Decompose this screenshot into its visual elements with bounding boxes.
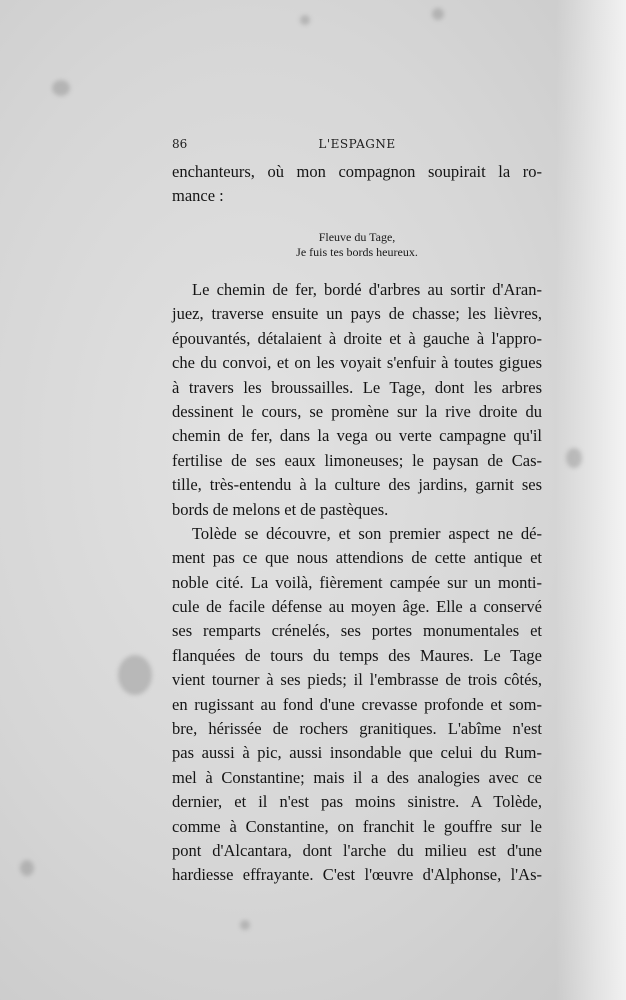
- foxing-spot: [300, 15, 310, 25]
- text-line: bre, hérissée de rochers granitiques. L'abîme n'est: [172, 719, 542, 739]
- foxing-spot: [118, 655, 152, 695]
- text-line: noble cité. La voilà, fièrement campée sur un monti-: [172, 572, 542, 592]
- text-line: Tolède se découvre, et son premier aspect ne dé-: [192, 523, 542, 543]
- text-line: chemin de fer, dans la vega ou verte campagne qu'il: [172, 426, 542, 446]
- text-line: comme à Constantine, on franchit le gouffre sur le: [172, 816, 542, 836]
- text-line: tille, très-entendu à la culture des jardins, garnit ses: [172, 475, 542, 495]
- body-text: [172, 278, 542, 888]
- text-line: cule de facile défense au moyen âge. Elle a conservé: [172, 597, 542, 617]
- foxing-spot: [240, 920, 250, 930]
- text-line: à travers les broussailles. Le Tage, dont les arbres: [172, 377, 542, 397]
- foxing-spot: [20, 860, 34, 876]
- text-line: mel à Constantine; mais il a des analogies avec ce: [172, 767, 542, 787]
- text-line: vient tourner à ses pieds; il l'embrasse de trois côtés,: [172, 670, 542, 690]
- text-line: hardiesse effrayante. C'est l'œuvre d'Alphonse, l'As-: [172, 865, 542, 885]
- text-line: pas aussi à pic, aussi insondable que celui du Rum-: [172, 743, 542, 763]
- foxing-spot: [52, 80, 70, 96]
- running-head: L'ESPAGNE: [318, 137, 396, 151]
- text-line: ment pas ce que nous attendions de cette antique et: [172, 548, 542, 568]
- text-line: bords de melons et de pastèques.: [172, 499, 389, 519]
- text-line: dessinent le cours, se promène sur la rive droite du: [172, 401, 542, 421]
- text-line: en rugissant au fond d'une crevasse profonde et som-: [172, 694, 542, 714]
- verse-line: Je fuis tes bords heureux.: [296, 245, 418, 259]
- text-line: che du convoi, et on les voyait s'enfuir à toutes gigues: [172, 353, 542, 373]
- page-header: [172, 137, 542, 157]
- text-line: dernier, et il n'est pas moins sinistre. A Tolède,: [172, 792, 542, 812]
- foxing-spot: [432, 8, 444, 20]
- text-line: ses remparts crénelés, ses portes monumentales et: [172, 621, 542, 641]
- text-line: juez, traverse ensuite un pays de chasse; les lièvres,: [172, 304, 542, 324]
- foxing-spot: [566, 448, 582, 468]
- page-edge-highlight: [556, 0, 626, 1000]
- text-line: mance :: [172, 186, 224, 206]
- text-line: pont d'Alcantara, dont l'arche du milieu est d'une: [172, 840, 542, 860]
- text-line: épouvantés, détalaient à droite et à gauche à l'appro-: [172, 328, 542, 348]
- text-line: enchanteurs, où mon compagnon soupirait la ro-: [172, 162, 542, 181]
- text-line: fertilise de ses eaux limoneuses; le paysan de Cas-: [172, 450, 542, 470]
- paragraph-2: [172, 522, 542, 888]
- verse-line: Fleuve du Tage,: [318, 230, 396, 244]
- page-number: 86: [172, 137, 188, 151]
- paragraph-1: [172, 278, 542, 522]
- opening-lines: [172, 160, 542, 209]
- text-line: flanquées de tours du temps des Maures. Le Tage: [172, 645, 542, 665]
- text-line: Le chemin de fer, bordé d'arbres au sortir d'Aran-: [192, 280, 542, 299]
